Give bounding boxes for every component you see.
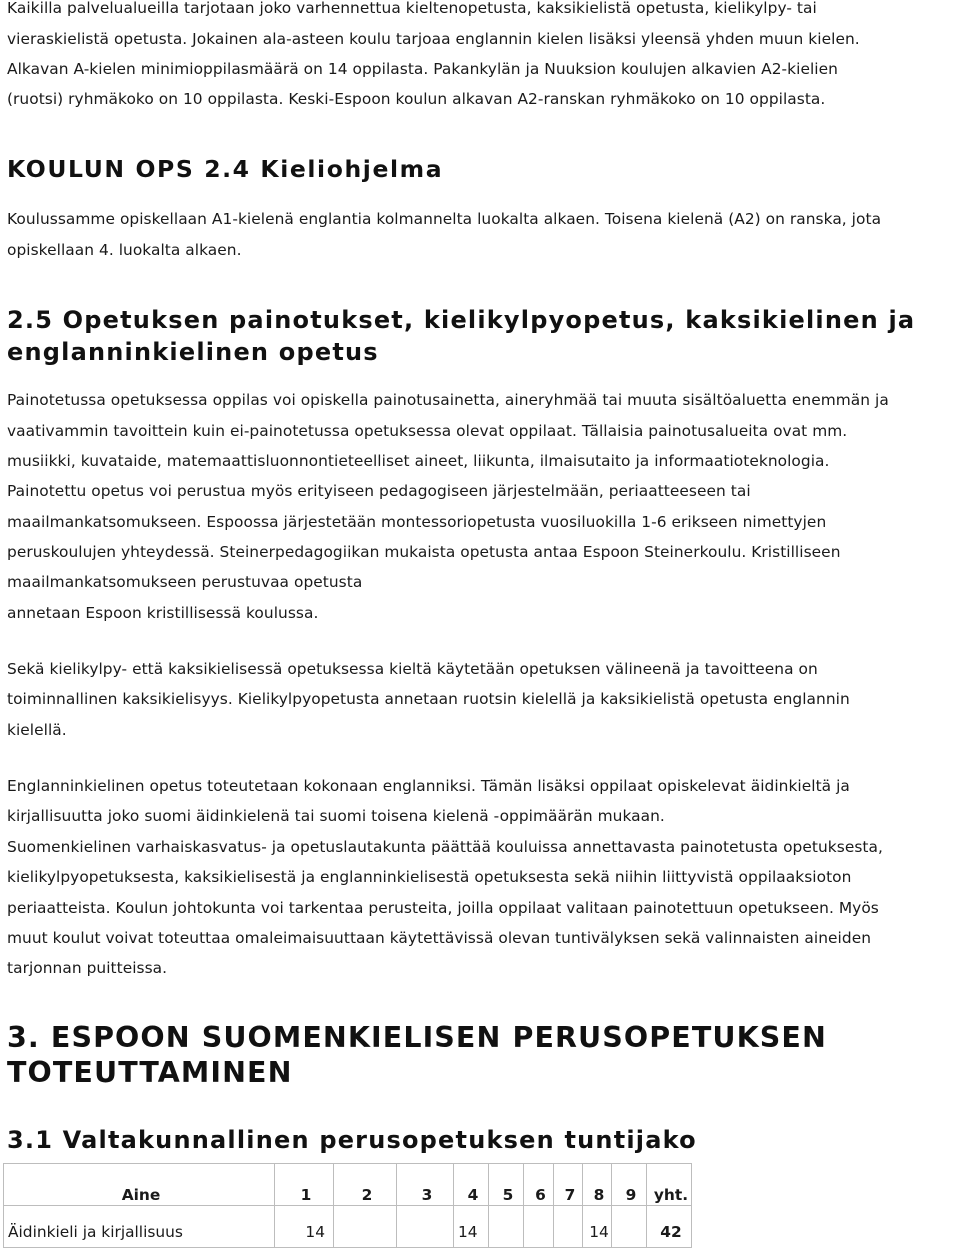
section-2-5-p1-line-8: annetaan Espoon kristillisessä koulussa.	[7, 604, 319, 622]
cell-grade-6	[524, 1206, 554, 1248]
intro-line-1: Kaikilla palvelualueilla tarjotaan joko varhennettua kieltenopetusta, kaksikielistä opetusta, kielikylpy- tai	[7, 0, 817, 17]
section-2-4-line-1: Koulussamme opiskellaan A1-kielenä englantia kolmannelta luokalta alkaen. Toisena kielenä (A2) on ranska, jota	[7, 210, 882, 228]
intro-line-4: (ruotsi) ryhmäkoko on 10 oppilasta. Keski-Espoon koulun alkavan A2-ranskan ryhmäkoko on 10 oppilasta.	[7, 90, 826, 108]
cell-grade-8: 14	[583, 1206, 612, 1248]
section-3-heading-line-2: TOTEUTTAMINEN	[7, 1056, 293, 1089]
tuntijako-table	[3, 1163, 692, 1248]
header-cell-4: 4	[454, 1164, 489, 1206]
section-2-5-p2-line-3: kielellä.	[7, 721, 67, 739]
section-2-5-heading-line-1: 2.5 Opetuksen painotukset, kielikylpyopetus, kaksikielinen ja	[7, 306, 916, 334]
cell-grade-9	[612, 1206, 647, 1248]
section-2-5-p1-line-4: Painotettu opetus voi perustua myös erityiseen pedagogiseen järjestelmään, periaatteeseen tai	[7, 482, 751, 500]
section-2-5-p2-line-2: toiminnallinen kaksikielisyys. Kielikylpyopetusta annetaan ruotsin kielellä ja kaksikielistä opetusta englannin	[7, 690, 850, 708]
section-2-5-p3-line-5: periaatteista. Koulun johtokunta voi tarkentaa perusteita, joilla oppilaat valitaan painotettuun opetukseen. Myös	[7, 899, 879, 917]
cell-grade-1: 14	[275, 1206, 334, 1248]
section-2-5-p3-line-6: muut koulut voivat toteuttaa omaleimaisuuttaan käytettävissä olevan tuntivälyksen sekä valinnaisten aineiden	[7, 929, 872, 947]
header-cell-7: 7	[554, 1164, 583, 1206]
section-2-4-heading: KOULUN OPS 2.4 Kieliohjelma	[7, 155, 444, 183]
cell-grade-7	[554, 1206, 583, 1248]
header-cell-2: 2	[334, 1164, 397, 1206]
cell-grade-4: 14	[454, 1206, 489, 1248]
section-2-5-p1-line-1: Painotetussa opetuksessa oppilas voi opiskella painotusainetta, aineryhmää tai muuta sisältöaluetta enemmän ja	[7, 391, 889, 409]
header-cell-9: 9	[612, 1164, 647, 1206]
section-2-5-heading-line-2: englanninkielinen opetus	[7, 338, 379, 366]
section-3-1-heading: 3.1 Valtakunnallinen perusopetuksen tuntijako	[7, 1126, 697, 1154]
section-2-5-p3-line-1: Englanninkielinen opetus toteutetaan kokonaan englanniksi. Tämän lisäksi oppilaat opiskelevat äidinkieltä ja	[7, 777, 850, 795]
section-2-5-p1-line-3: musiikki, kuvataide, matemaattisluonnontieteelliset aineet, liikunta, ilmaisutaito ja informaatioteknologia.	[7, 452, 830, 470]
section-2-5-p3-line-2: kirjallisuutta joko suomi äidinkielenä tai suomi toisena kielenä -oppimäärän mukaan.	[7, 807, 665, 825]
header-cell-8: 8	[583, 1164, 612, 1206]
intro-line-2: vieraskielistä opetusta. Jokainen ala-asteen koulu tarjoaa englannin kielen lisäksi yleensä yhden muun kielen.	[7, 30, 860, 48]
section-3-heading-line-1: 3. ESPOON SUOMENKIELISEN PERUSOPETUKSEN	[7, 1021, 827, 1054]
cell-yht: 42	[647, 1206, 692, 1248]
header-cell-6: 6	[524, 1164, 554, 1206]
section-2-5-p1-line-2: vaativammin tavoittein kuin ei-painotetussa opetuksessa olevat oppilaat. Tällaisia painotusalueita ovat mm.	[7, 422, 848, 440]
cell-aine: Äidinkieli ja kirjallisuus	[4, 1206, 275, 1248]
section-2-4-line-2: opiskellaan 4. luokalta alkaen.	[7, 241, 242, 259]
section-2-5-p3-line-4: kielikylpyopetuksesta, kaksikielisestä ja englanninkielisestä opetuksesta sekä niihin liittyvistä oppilaaksioton	[7, 868, 852, 886]
header-cell-3: 3	[397, 1164, 454, 1206]
header-cell-1: 1	[275, 1164, 334, 1206]
header-cell-aine: Aine	[4, 1164, 275, 1206]
intro-line-3: Alkavan A-kielen minimioppilasmäärä on 14 oppilasta. Pakankylän ja Nuuksion koulujen alkavien A2-kielien	[7, 60, 838, 78]
cell-grade-3	[397, 1206, 454, 1248]
header-cell-yht: yht.	[647, 1164, 692, 1206]
section-2-5-p1-line-6: peruskoulujen yhteydessä. Steinerpedagogiikan mukaista opetusta antaa Espoon Steinerkoulu. Kristilliseen	[7, 543, 841, 561]
section-2-5-p2-line-1: Sekä kielikylpy- että kaksikielisessä opetuksessa kieltä käytetään opetuksen välineenä ja tavoitteena on	[7, 660, 818, 678]
section-2-5-p1-line-7: maailmankatsomukseen perustuvaa opetusta	[7, 573, 363, 591]
section-2-5-p3-line-7: tarjonnan puitteissa.	[7, 959, 168, 977]
cell-grade-5	[489, 1206, 524, 1248]
table-row	[4, 1206, 692, 1248]
header-cell-5: 5	[489, 1164, 524, 1206]
section-2-5-p3-line-3: Suomenkielinen varhaiskasvatus- ja opetuslautakunta päättää kouluissa annettavasta painotetusta opetuksesta,	[7, 838, 883, 856]
section-2-5-p1-line-5: maailmankatsomukseen. Espoossa järjestetään montessoriopetusta vuosiluokilla 1-6 erikseen nimettyjen	[7, 513, 827, 531]
cell-grade-2	[334, 1206, 397, 1248]
table-header-row	[4, 1164, 692, 1206]
